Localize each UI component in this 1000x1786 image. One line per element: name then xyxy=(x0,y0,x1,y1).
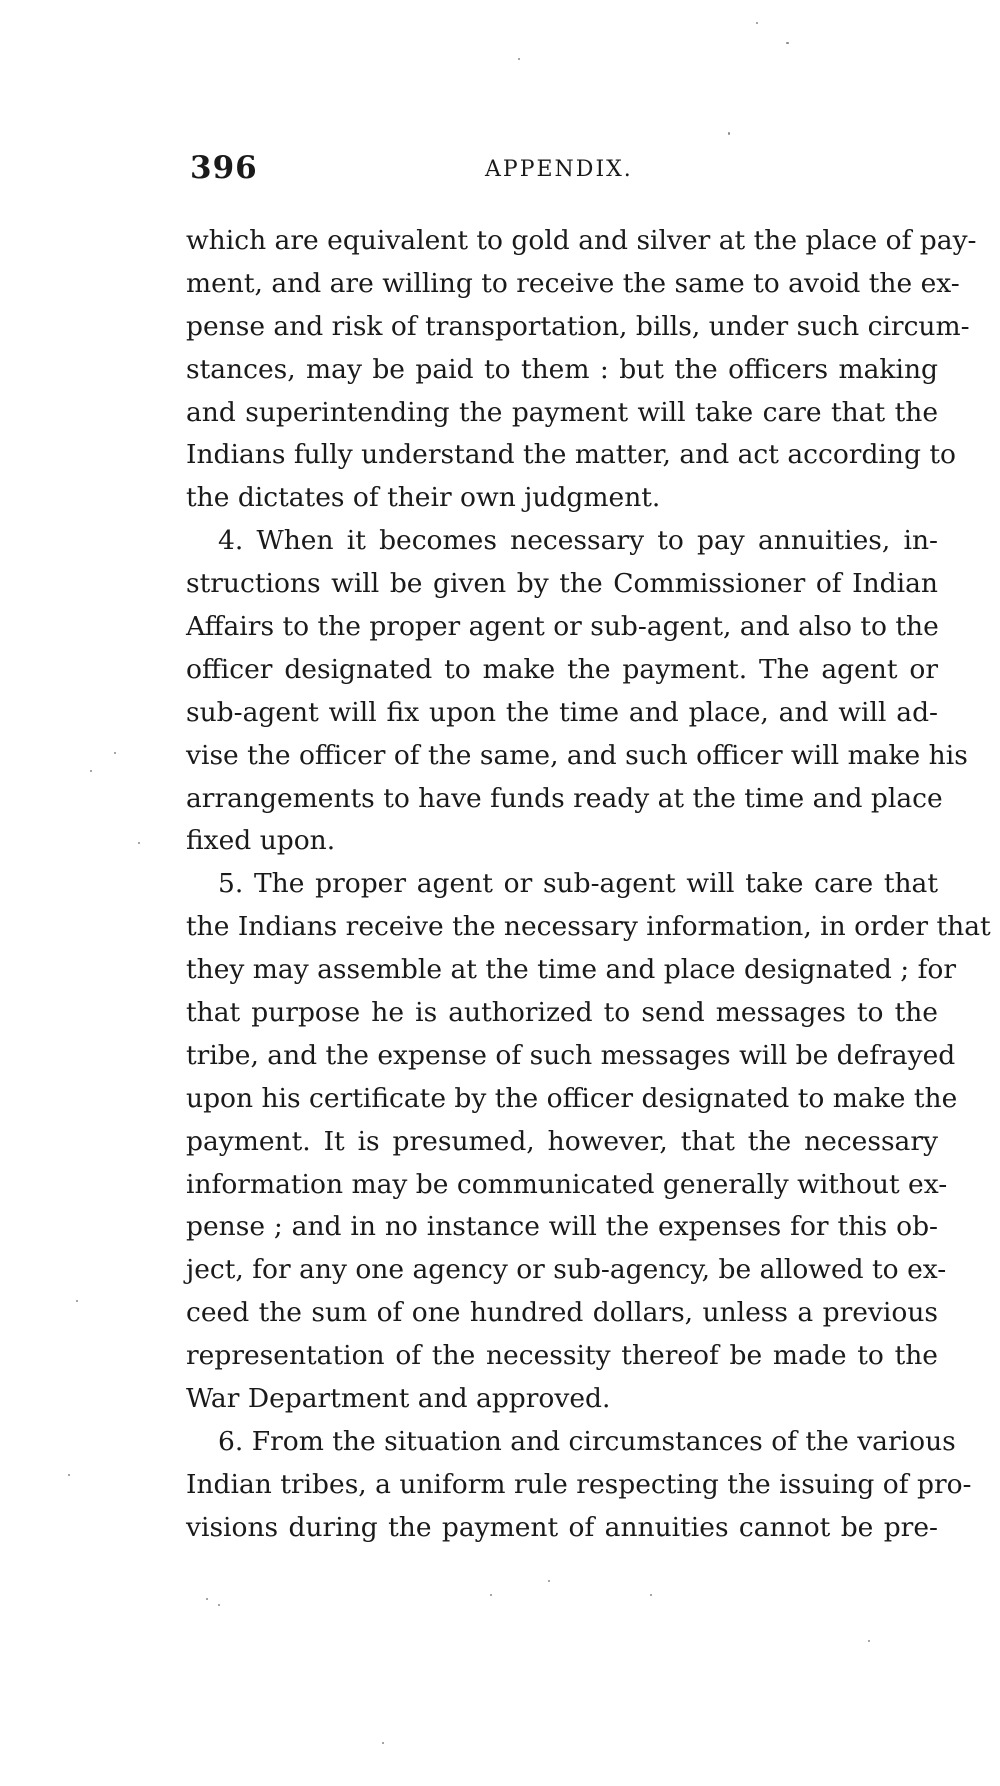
text-line: representation of the necessity thereof be made to the xyxy=(186,1340,938,1372)
text-line: officer designated to make the payment. The agent or xyxy=(186,653,938,685)
text-line: pense ; and in no instance will the expenses for this ob- xyxy=(186,1211,938,1243)
paper-speck xyxy=(518,58,520,60)
text-line: pense and risk of transportation, bills, under such circum- xyxy=(186,310,970,342)
text-line: the dictates of their own judgment. xyxy=(186,482,661,514)
text-line: War Department and approved. xyxy=(186,1383,611,1415)
paragraph-start-6: 6. From the situation and circumstances of the various xyxy=(218,1425,956,1457)
text-line: vise the officer of the same, and such officer will make his xyxy=(186,739,968,771)
paragraph-start-4: 4. When it becomes necessary to pay annuities, in- xyxy=(218,525,938,557)
text-line: Indians fully understand the matter, and act according to xyxy=(186,439,956,471)
text-line: that purpose he is authorized to send messages to the xyxy=(186,997,938,1029)
text-line: arrangements to have funds ready at the time and place xyxy=(186,782,943,814)
text-line: sub-agent will fix upon the time and place, and will ad- xyxy=(186,696,938,728)
paper-speck xyxy=(76,1300,78,1302)
text-line: fixed upon. xyxy=(186,825,336,857)
paper-speck xyxy=(548,1580,550,1582)
text-line: the Indians receive the necessary information, in order that xyxy=(186,911,991,943)
text-line: structions will be given by the Commissioner of Indian xyxy=(186,568,938,600)
paper-speck xyxy=(728,132,730,135)
text-line: which are equivalent to gold and silver at the place of pay- xyxy=(186,225,977,256)
text-line: upon his certificate by the officer designated to make the xyxy=(186,1082,958,1114)
text-line: they may assemble at the time and place designated ; for xyxy=(186,954,957,986)
page-number: 396 xyxy=(190,150,258,186)
text-line: ment, and are willing to receive the same to avoid the ex- xyxy=(186,267,960,299)
paper-speck xyxy=(90,770,92,772)
text-line: visions during the payment of annuities cannot be pre- xyxy=(186,1511,938,1543)
paper-speck xyxy=(756,22,758,24)
paper-speck xyxy=(114,752,116,754)
paper-speck xyxy=(786,42,789,44)
paper-speck xyxy=(490,1594,492,1596)
text-line: tribe, and the expense of such messages will be defrayed xyxy=(186,1039,956,1071)
paper-speck xyxy=(868,1640,870,1642)
page-header xyxy=(190,150,935,190)
paper-speck xyxy=(218,1604,220,1606)
text-line: ject, for any one agency or sub-agency, be allowed to ex- xyxy=(186,1254,947,1286)
text-line: Affairs to the proper agent or sub-agent, and also to the xyxy=(186,611,939,643)
paper-speck xyxy=(68,1474,70,1476)
text-line: payment. It is presumed, however, that the necessary xyxy=(186,1125,938,1157)
text-line: Indian tribes, a uniform rule respecting the issuing of pro- xyxy=(186,1468,972,1500)
paper-speck xyxy=(650,1594,652,1596)
text-line: information may be communicated generally without ex- xyxy=(186,1168,948,1200)
body-text xyxy=(186,220,991,1550)
running-head: APPENDIX. xyxy=(485,157,633,182)
paper-speck xyxy=(382,1742,384,1744)
paragraph-start-5: 5. The proper agent or sub-agent will take care that xyxy=(218,868,938,900)
paper-speck xyxy=(206,1598,208,1600)
text-line: ceed the sum of one hundred dollars, unless a previous xyxy=(186,1297,938,1329)
paper-speck xyxy=(138,842,140,844)
text-line: and superintending the payment will take care that the xyxy=(186,396,938,428)
text-line: stances, may be paid to them : but the officers making xyxy=(186,353,938,385)
